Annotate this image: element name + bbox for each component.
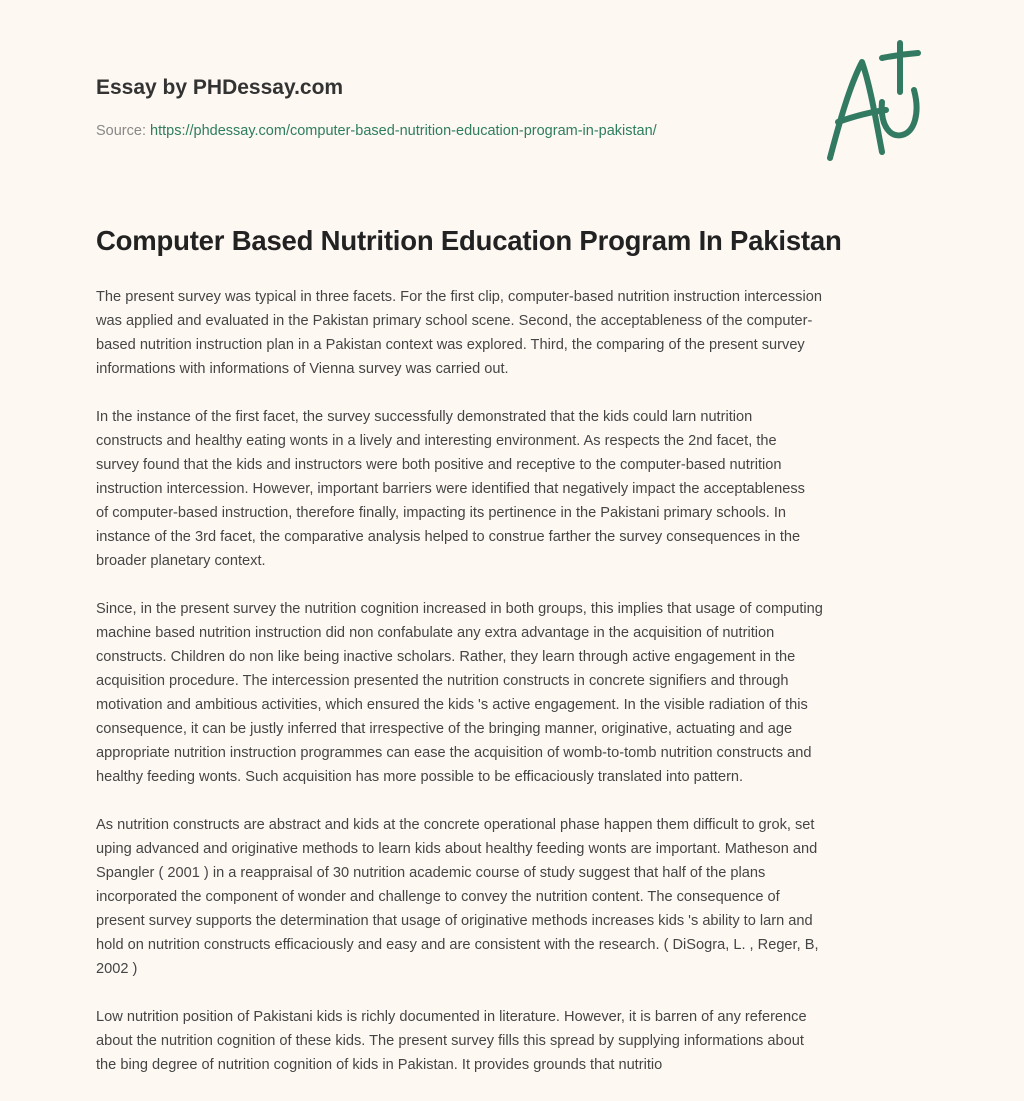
text-line: was applied and evaluated in the Pakistan primary school scene. Second, the acceptableness of the computer- bbox=[96, 313, 813, 329]
text-line: consequence, it can be justly inferred that irrespective of the bringing manner, originative, actuating and age bbox=[96, 721, 793, 737]
text-line: broader planetary context. bbox=[96, 553, 266, 569]
text-line: Spangler ( 2001 ) in a reappraisal of 30 nutrition academic course of study suggest that half of the plans bbox=[96, 865, 766, 881]
text-line: about the nutrition cognition of these kids. The present survey fills this spread by supplying informations about bbox=[96, 1033, 804, 1049]
text-line: machine based nutrition instruction did non confabulate any extra advantage in the acquisition of nutrition bbox=[96, 625, 775, 641]
text-line: based nutrition instruction plan in a Pakistan context was explored. Third, the comparing of the present survey bbox=[96, 337, 805, 353]
text-line: motivation and ambitious activities, which ensured the kids 's active engagement. In the visible radiation of this bbox=[96, 697, 808, 713]
source-link[interactable]: https://phdessay.com/computer-based-nutrition-education-program-in-pakistan/ bbox=[150, 123, 657, 139]
text-line: informations with informations of Vienna survey was carried out. bbox=[96, 361, 509, 377]
paragraph-4 bbox=[96, 813, 936, 981]
text-line: Low nutrition position of Pakistani kids is richly documented in literature. However, it is barren of any reference bbox=[96, 1009, 807, 1025]
text-line: acquisition procedure. The intercession presented the nutrition constructs in concrete signifiers and through bbox=[96, 673, 789, 689]
text-line: hold on nutrition constructs efficaciously and easy and are consistent with the research. ( DiSogra, L. , Reger, B, bbox=[96, 937, 819, 953]
paragraph-1 bbox=[96, 285, 936, 381]
essay-title: Computer Based Nutrition Education Program In Pakistan bbox=[96, 225, 842, 256]
text-line: Since, in the present survey the nutrition cognition increased in both groups, this implies that usage of computing bbox=[96, 601, 823, 617]
a-plus-logo-icon bbox=[820, 40, 930, 165]
source-label: Source: bbox=[96, 123, 146, 139]
text-line: constructs and healthy eating wonts in a lively and interesting environment. As respects the 2nd facet, the bbox=[96, 433, 777, 449]
source-line bbox=[96, 123, 657, 139]
text-line: As nutrition constructs are abstract and kids at the concrete operational phase happen them difficult to grok, set bbox=[96, 817, 815, 833]
paragraph-5 bbox=[96, 1005, 936, 1077]
text-line: of computer-based instruction, therefore finally, impacting its pertinence in the Pakistani primary schools. In bbox=[96, 505, 787, 521]
text-line: instruction intercession. However, important barriers were identified that negatively impact the acceptableness bbox=[96, 481, 805, 497]
text-line: the bing degree of nutrition cognition of kids in Pakistan. It provides grounds that nutritio bbox=[96, 1057, 663, 1073]
essay-body bbox=[96, 285, 936, 1101]
text-line: uping advanced and originative methods to learn kids about healthy feeding wonts are important. Matheson and bbox=[96, 841, 818, 857]
paragraph-2 bbox=[96, 405, 936, 573]
text-line: constructs. Children do non like being inactive scholars. Rather, they learn through active engagement in the bbox=[96, 649, 796, 665]
text-line: healthy feeding wonts. Such acquisition has more possible to be efficaciously translated into pattern. bbox=[96, 769, 744, 785]
text-line: instance of the 3rd facet, the comparative analysis helped to construe farther the survey consequences in the bbox=[96, 529, 801, 545]
text-line: The present survey was typical in three facets. For the first clip, computer-based nutrition instruction intercession bbox=[96, 289, 822, 305]
paragraph-3 bbox=[96, 597, 936, 789]
text-line: 2002 ) bbox=[96, 961, 138, 977]
text-line: appropriate nutrition instruction programmes can ease the acquisition of womb-to-tomb nutrition constructs and bbox=[96, 745, 812, 761]
brand-title: Essay by PHDessay.com bbox=[96, 76, 344, 99]
text-line: incorporated the component of wonder and challenge to convey the nutrition content. The consequence of bbox=[96, 889, 780, 905]
text-line: survey found that the kids and instructors were both positive and receptive to the computer-based nutrition bbox=[96, 457, 782, 473]
text-line: present survey supports the determination that usage of originative methods increases kids 's ability to larn and bbox=[96, 913, 813, 929]
text-line: In the instance of the first facet, the survey successfully demonstrated that the kids could larn nutrition bbox=[96, 409, 753, 425]
